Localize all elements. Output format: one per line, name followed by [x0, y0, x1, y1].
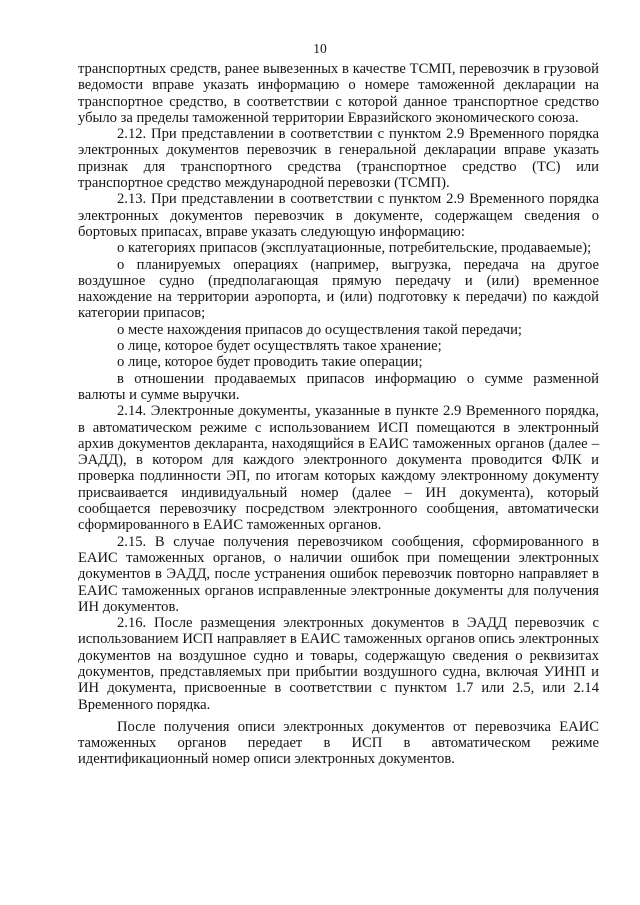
document-body: [78, 61, 599, 768]
list-item-storage-location: о месте нахождения припасов до осуществления такой передачи;: [117, 321, 522, 338]
list-item-operations-person: о лице, которое будет проводить такие операции;: [117, 354, 423, 371]
list-item-currency-revenue: в отношении продаваемых припасов информацию о сумме разменной валюты и сумме выручки.: [78, 370, 599, 403]
paragraph-2-16: 2.16. После размещения электронных документов в ЭАДД перевозчик с использованием ИСП направляет в ЕАИС таможенных органов опись электронных документов на воздушное судно и товары, содержащую сведения о реквизитах документов, представляемых при прибытии воздушного судна, включая УИНП и ИН документа, присвоенные в соответствии с пунктом 1.7 или 2.5, или 2.14 Временного порядка.: [78, 615, 599, 713]
paragraph-2-15: 2.15. В случае получения перевозчиком сообщения, сформированного в ЕАИС таможенных органов, о наличии ошибок при помещении электронных документов в ЭАДД, после устранения ошибок перевозчик повторно направляет в ЕАИС таможенных органов исправленные электронные документы для получения ИН документов.: [78, 533, 599, 615]
paragraph-continuation: транспортных средств, ранее вывезенных в качестве ТСМП, перевозчик в грузовой ведомости вправе указать информацию о номере таможенной декларации на транспортное средство, в соответствии с которой данное транспортное средство убыло за пределы таможенной территории Евразийского экономического союза.: [78, 61, 599, 126]
paragraph-2-12: 2.12. При представлении в соответствии с пунктом 2.9 Временного порядка электронных документов перевозчик в генеральной декларации вправе указать признак для транспортного средства (транспортное средство (ТС) или транспортное средство международной перевозки (ТСМП).: [78, 126, 599, 192]
paragraph-2-14: 2.14. Электронные документы, указанные в пункте 2.9 Временного порядка, в автоматическом режиме с использованием ИСП помещаются в электронный архив документов декларанта, находящийся в ЕАИС таможенных органов (далее – ЭАДД), в котором для каждого электронного документа проводится ФЛК и проверка подлинности ЭП, по итогам которых каждому электронному документу присваивается индивидуальный номер (далее – ИН документа), который сообщается перевозчику посредством электронного сообщения, автоматически сформированного в ЕАИС таможенных органов.: [78, 403, 599, 534]
list-item-storage-person: о лице, которое будет осуществлять такое хранение;: [117, 338, 442, 355]
list-item-planned-operations: о планируемых операциях (например, выгрузка, передача на другое воздушное судно (предполагающая прямую передачу и (или) временное нахождение на территории аэропорта, и (или) подготовку к передачи) по каждой категории припасов;: [78, 256, 599, 322]
page-number: 10: [313, 41, 327, 56]
list-item-supply-categories: о категориях припасов (эксплуатационные, потребительские, продаваемые);: [117, 240, 592, 257]
paragraph-inventory-id: После получения описи электронных документов от перевозчика ЕАИС таможенных органов передает в ИСП в автоматическом режиме идентификационный номер описи электронных документов.: [78, 718, 599, 768]
paragraph-2-13: 2.13. При представлении в соответствии с пунктом 2.9 Временного порядка электронных документов перевозчик в документе, содержащем сведения о бортовых припасах, вправе указать следующую информацию:: [78, 191, 599, 240]
